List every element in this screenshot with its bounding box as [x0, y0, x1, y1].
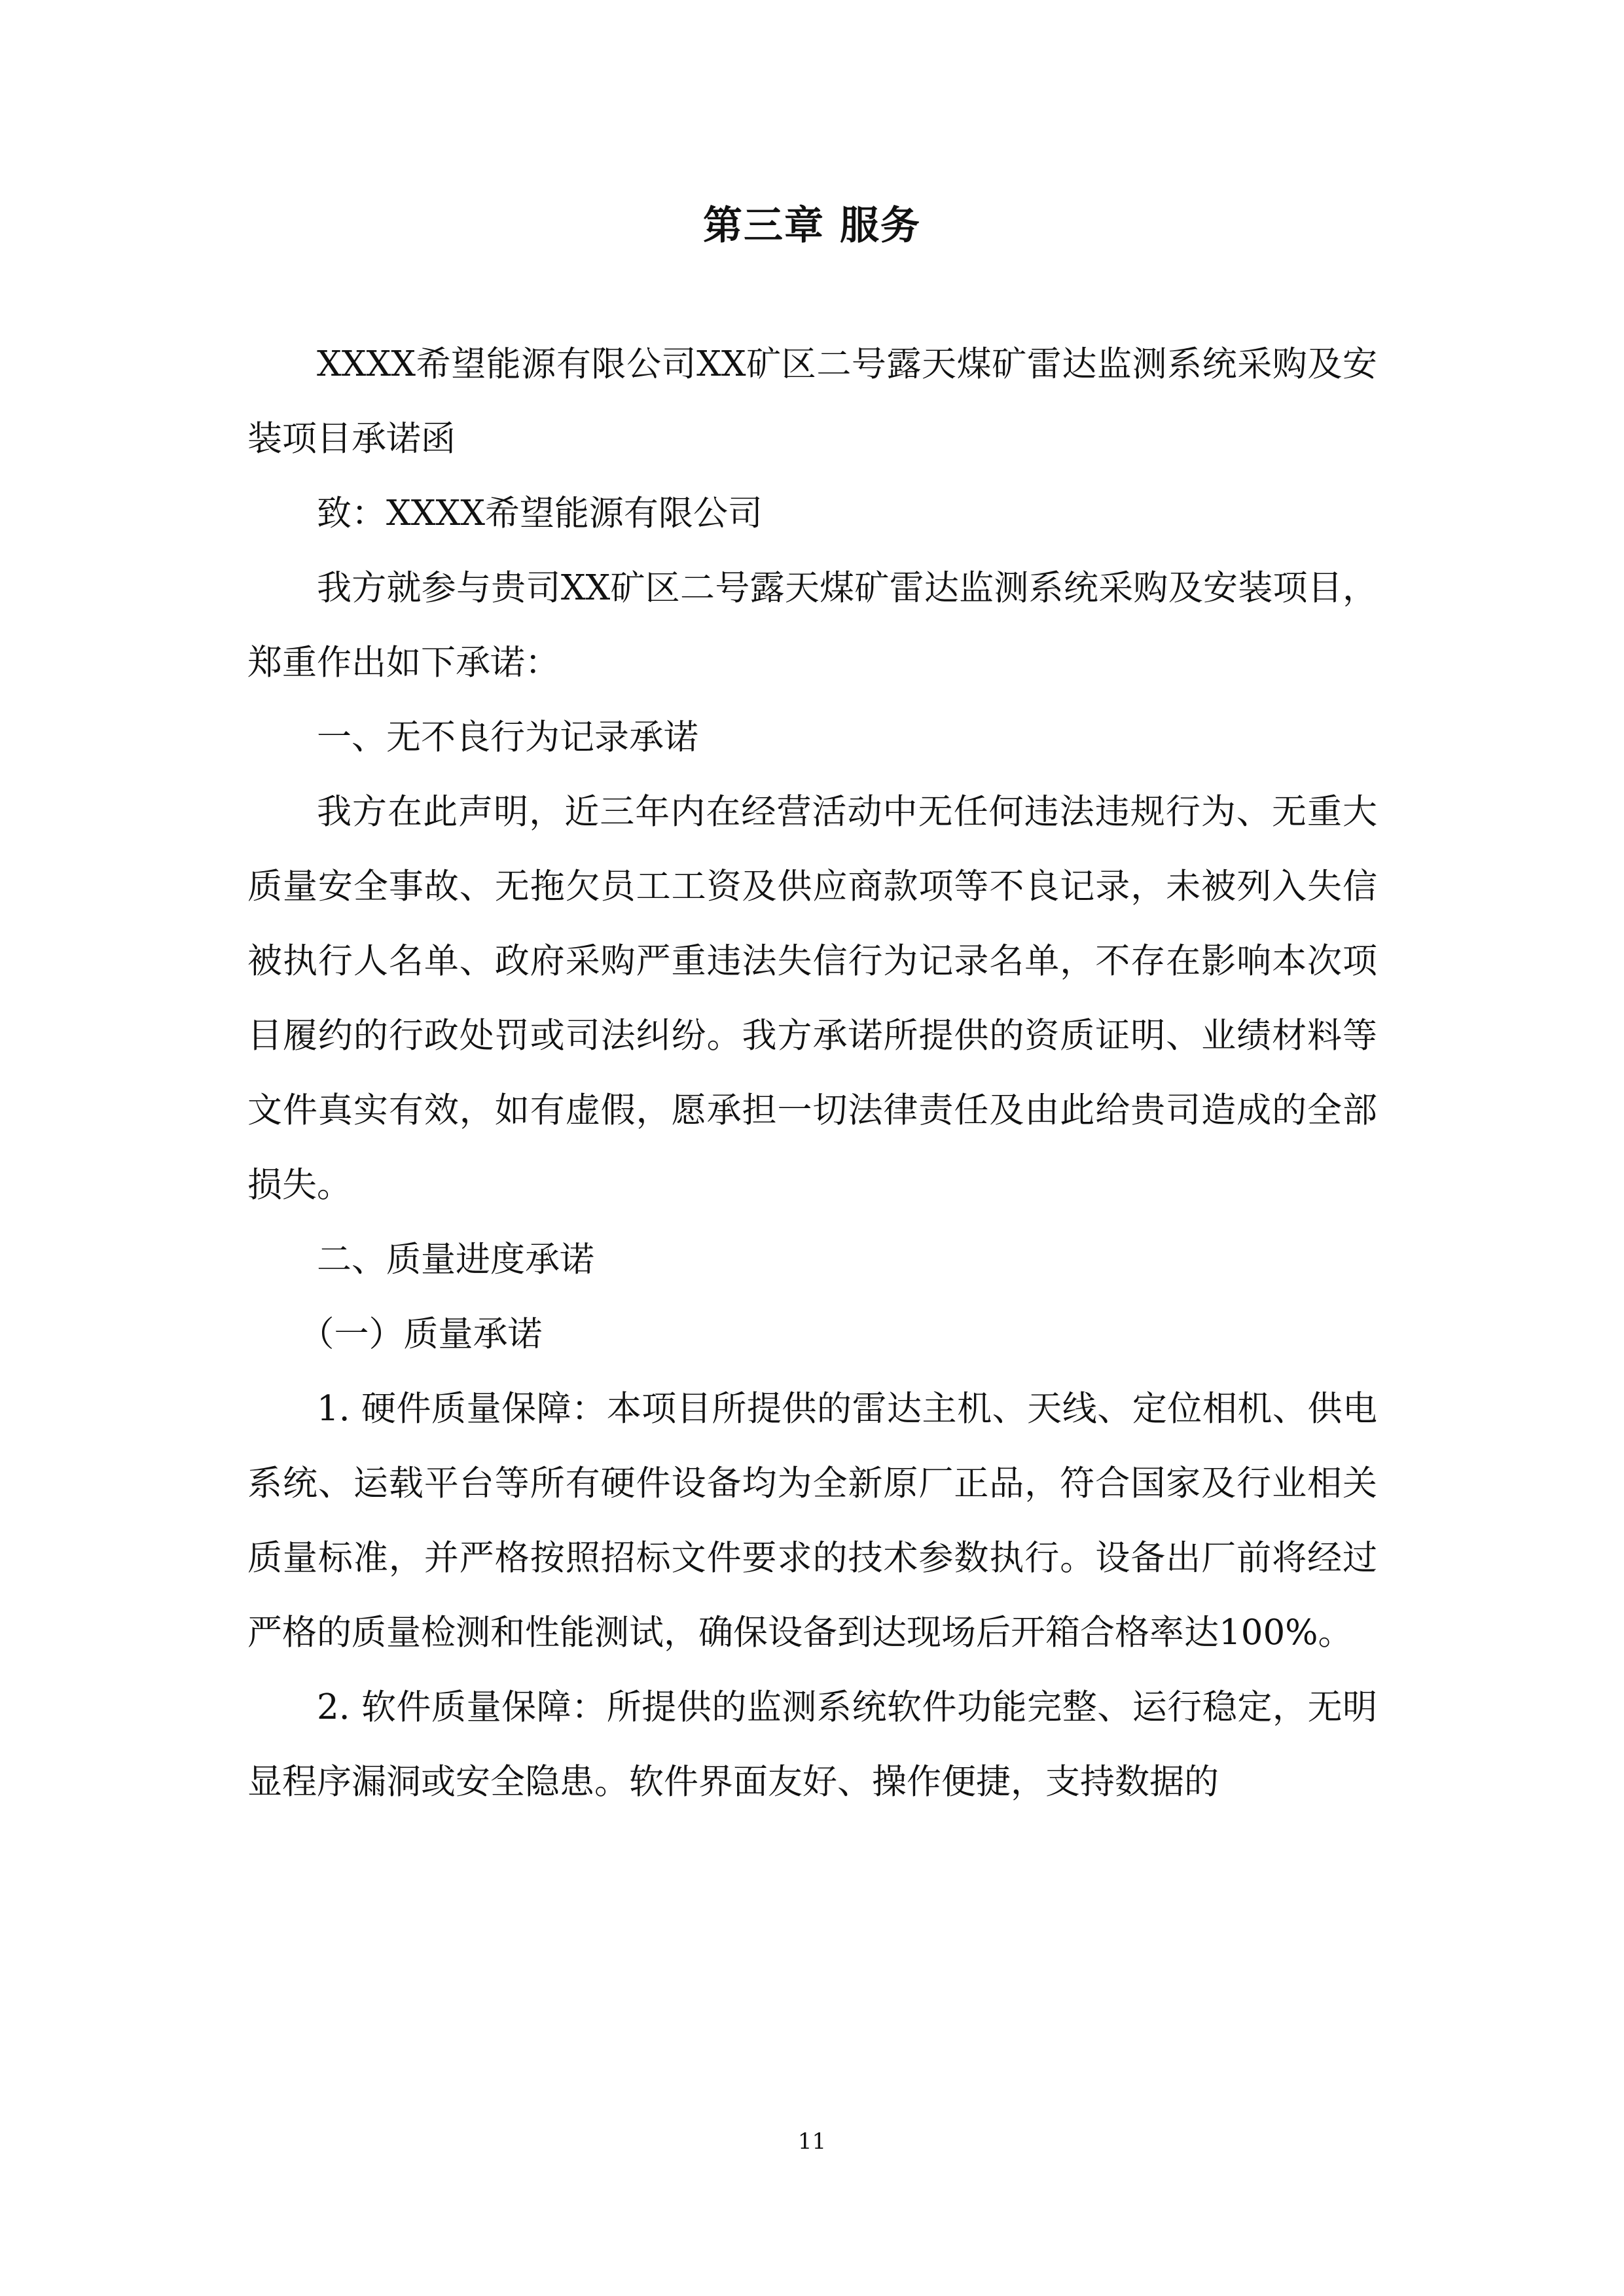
paragraph-addressee: 致：XXXX希望能源有限公司 [317, 493, 763, 533]
paragraph-intro: 我方就参与贵司XX矿区二号露天煤矿雷达监测系统采购及安装项目，郑重作出如下承诺： [247, 568, 1377, 683]
document-body [247, 327, 1377, 1820]
paragraph-software-quality: 2. 软件质量保障：所提供的监测系统软件功能完整、运行稳定，无明显程序漏洞或安全隐患。软件界面友好、操作便捷，支持数据的 [247, 1687, 1377, 1802]
paragraph-hardware-quality: 1. 硬件质量保障：本项目所提供的雷达主机、天线、定位相机、供电系统、运载平台等所有硬件设备均为全新原厂正品，符合国家及行业相关质量标准，并严格按照招标文件要求的技术参数执行。设备出厂前将经过严格的质量检测和性能测试，确保设备到达现场后开箱合格率达100%。 [247, 1389, 1377, 1653]
section-heading-1: 一、无不良行为记录承诺 [317, 717, 698, 757]
paragraph-letter-title: XXXX希望能源有限公司XX矿区二号露天煤矿雷达监测系统采购及安装项目承诺函 [247, 344, 1377, 459]
subsection-heading-1: （一）质量承诺 [299, 1314, 543, 1354]
page-number: 11 [797, 2128, 827, 2155]
chapter-title: 第三章 服务 [703, 203, 921, 249]
section-heading-2: 二、质量进度承诺 [317, 1240, 594, 1280]
paragraph-declaration: 我方在此声明，近三年内在经营活动中无任何违法违规行为、无重大质量安全事故、无拖欠员工工资及供应商款项等不良记录，未被列入失信被执行人名单、政府采购严重违法失信行为记录名单，不存在影响本次项目履约的行政处罚或司法纠纷。我方承诺所提供的资质证明、业绩材料等文件真实有效，如有虚假，愿承担一切法律责任及由此给贵司造成的全部损失。 [247, 792, 1377, 1205]
